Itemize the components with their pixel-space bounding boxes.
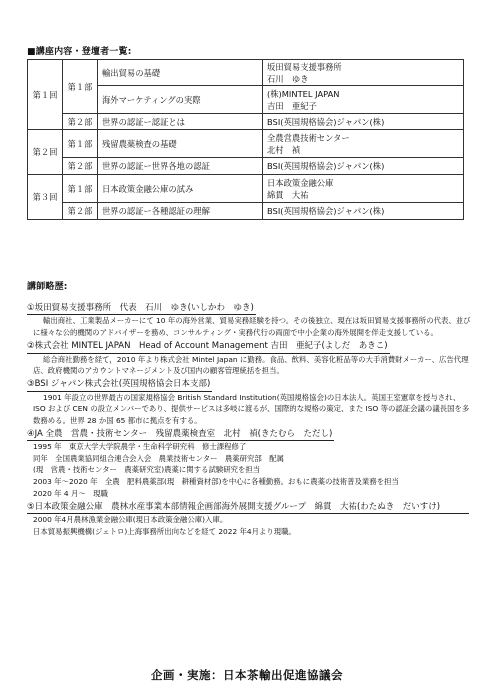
table-row <box>28 130 464 158</box>
lecturer-entry <box>27 378 472 426</box>
lecturer-title: ①坂田貿易支援事務所 代表 石川 ゆき(いしかわ ゆき) <box>27 302 256 315</box>
speaker-name: 北村 禎 <box>267 144 301 155</box>
speaker-cell <box>263 86 464 114</box>
organizer-footer: 企画・実施：日本茶輸出促進協議会 <box>151 668 343 682</box>
lecturer-entry <box>27 428 472 499</box>
lecturer-title: ③BSI ジャパン株式会社(英国規格協会日本支部) <box>27 378 212 391</box>
bio-paragraph: 1901 年設立の世界最古の国家規格協会 British Standard Institution(英国規格協会)の日本法人。英国王室憲章を授与され、ISO および CEN の設立メンバーであり、提供サービスは多岐に渡るが、国際的な規格の策定、また ISO 等の認証会議の議長国を多数務める。世界 28 か国 65 都市に拠点を有する。 <box>33 392 470 425</box>
part-cell: 第１部 <box>63 60 98 114</box>
career-line: 2020 年 4 月～ 現職 <box>33 488 108 498</box>
lecturer-bio <box>27 354 472 377</box>
session-cell: 第２回 <box>28 130 63 175</box>
career-line: 2000 年4月農林漁業金融公庫(現日本政策金融公庫)入庫。 <box>33 515 228 525</box>
table-row <box>28 60 464 86</box>
speaker-org: 坂田貿易支援事務所 <box>267 61 342 72</box>
career-line: 日本貿易振興機構(ジェトロ)上海事務所出向などを経て 2022 年4月より現職。 <box>33 526 296 536</box>
speaker-org: (株)MINTEL JAPAN <box>267 88 340 99</box>
lecture-title: 世界の認証ー各種認証の理解 <box>98 203 263 220</box>
lecturer-title: ⑤日本政策金融公庫 農林水産事業本部情報企画部海外展開支援グループ 綿貫 大祐(わたぬき だいすけ) <box>27 501 469 514</box>
table-row <box>28 175 464 203</box>
schedule-table <box>27 59 464 220</box>
lecturer-bio <box>27 392 472 427</box>
speaker-org: BSI(英国規格協会)ジャパン(株) <box>263 158 464 175</box>
lecture-title: 世界の認証ー世界各地の認証 <box>98 158 263 175</box>
lecturer-title: ②株式会社 MINTEL JAPAN Head of Account Management 吉田 亜紀子(よしだ あきこ) <box>27 340 390 353</box>
part-cell: 第１部 <box>63 130 98 158</box>
speaker-cell <box>263 60 464 86</box>
career-line: (現 営農・技術センター 農薬研究室)農薬に関する試験研究を担当 <box>33 465 261 475</box>
speaker-org: 日本政策金融公庫 <box>267 177 334 188</box>
session-cell: 第１回 <box>28 60 63 130</box>
part-cell: 第２部 <box>63 114 98 130</box>
speaker-org: BSI(英国規格協会)ジャパン(株) <box>263 203 464 220</box>
lecturer-career <box>27 514 472 537</box>
lecture-title: 世界の認証ー認証とは <box>98 114 263 130</box>
lecturer-entry <box>27 501 472 538</box>
lecturer-bio <box>27 315 472 338</box>
speaker-cell <box>263 130 464 158</box>
lecturer-entry <box>27 302 472 339</box>
career-line: 同年 全国農業協同組合連合会入会 農業技術センター 農薬研究部 配属 <box>33 453 284 463</box>
speaker-org: 全農営農技術センター <box>267 132 350 143</box>
lecture-title: 海外マーケティングの実際 <box>98 86 263 114</box>
lecture-title: 日本政策金融公庫の試み <box>98 175 263 203</box>
table-row <box>28 203 464 220</box>
lecturer-entry <box>27 340 472 377</box>
career-line: 1995 年 東京大学大学院農学・生命科学研究科 修士課程修了 <box>33 442 247 452</box>
session-cell: 第３回 <box>28 175 63 220</box>
lecturer-list <box>27 302 472 539</box>
career-line: 2003 年～2020 年 全農 肥料農薬部(現 耕種資材部)を中心に各種勤務。おもに農薬の技術普及業務を担当 <box>33 477 399 487</box>
speaker-org: BSI(英国規格協会)ジャパン(株) <box>263 114 464 130</box>
lecturer-title: ④JA 全農 営農・技術センター 残留農薬検査室 北村 禎(きたむら ただし) <box>27 428 334 441</box>
speaker-name: 石川 ゆき <box>267 73 309 84</box>
bio-paragraph: 総合商社勤務を経て，2010 年より株式会社 Mintel Japan に勤務。食品、飲料、美容化粧品等の大手消費財メーカー、広告代理店、政府機関のアカウントマネージメント及び国内の顧客管理統括を担当。 <box>33 354 469 376</box>
part-cell: 第２部 <box>63 203 98 220</box>
bio-paragraph: 輸出商社、工業製品メーカーにて 10 年の海外営業、貿易実務経験を持つ。その後独立、現在は坂田貿易支援事務所の代表、並びに様々な公的機関のアドバイザーを務め、コンサルティング・実務代行の両面で中小企業の海外展開を伴走支援している。 <box>33 316 471 337</box>
part-cell: 第１部 <box>63 175 98 203</box>
table-row <box>28 158 464 175</box>
part-cell: 第２部 <box>63 158 98 175</box>
lecture-title: 輸出貿易の基礎 <box>98 60 263 86</box>
speaker-name: 綿貫 大祐 <box>267 189 309 200</box>
lecture-title: 残留農薬検査の基礎 <box>98 130 263 158</box>
speaker-cell <box>263 175 464 203</box>
lecturer-career <box>27 441 472 499</box>
lecturers-heading: 講師略歴: <box>27 282 68 292</box>
schedule-heading: ■講座内容・登壇者一覧: <box>27 47 132 57</box>
table-row <box>28 114 464 130</box>
speaker-name: 吉田 亜紀子 <box>267 100 317 111</box>
